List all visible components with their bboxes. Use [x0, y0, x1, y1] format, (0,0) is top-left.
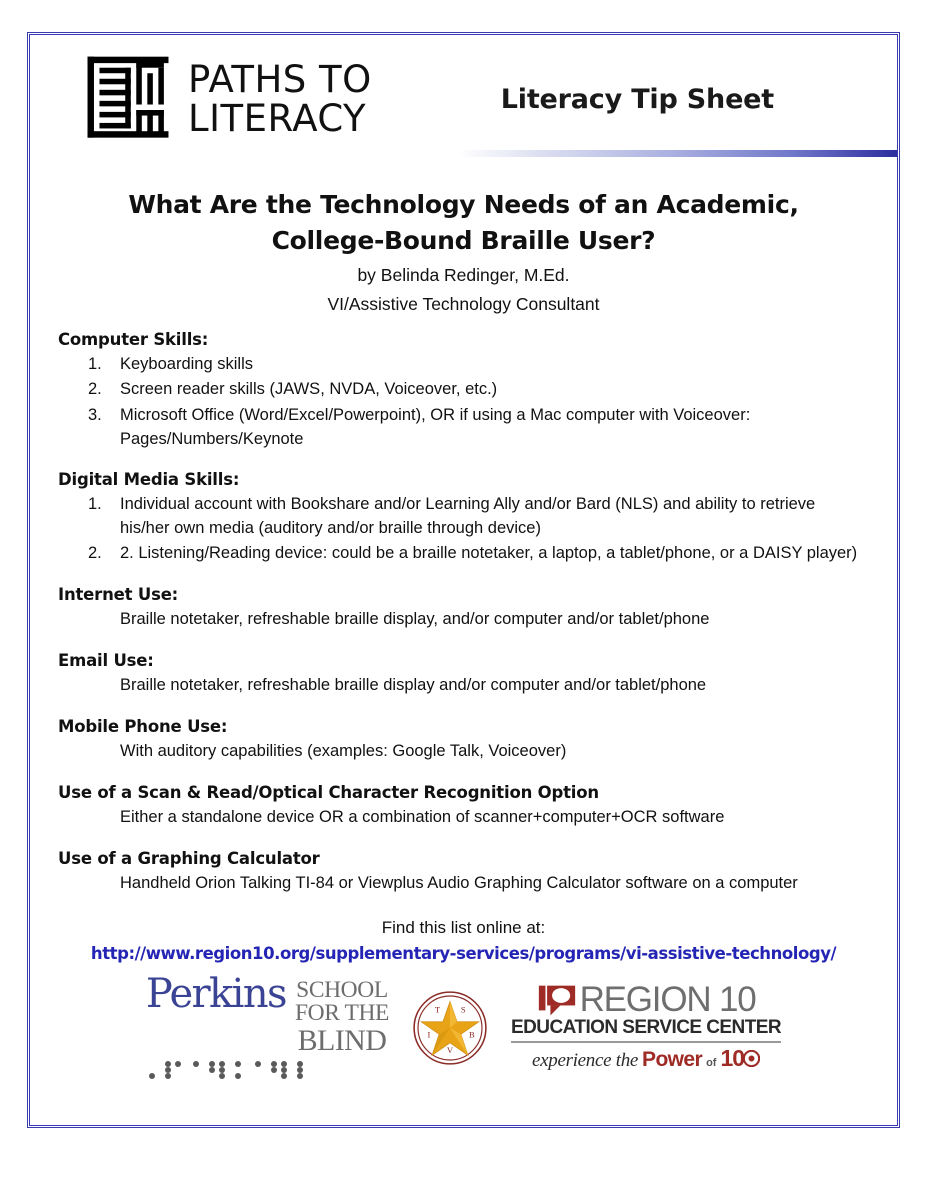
list-number: 2. — [88, 380, 102, 399]
seal-letter-i: I — [427, 1029, 431, 1040]
section-heading: Mobile Phone Use: — [58, 716, 228, 736]
tagline-ten-text — [720, 1045, 760, 1072]
page-header — [30, 35, 897, 163]
seal-letter-s: S — [460, 1004, 466, 1015]
logo-line-1: PATHS TO — [188, 57, 372, 101]
list-item — [58, 377, 869, 401]
list-number: 1. — [88, 355, 102, 374]
list-text: Screen reader skills (JAWS, NVDA, Voiceover, etc.) — [120, 380, 498, 399]
title-block — [30, 187, 897, 316]
maze-logo-icon — [82, 53, 174, 145]
section-heading: Computer Skills: — [58, 330, 209, 350]
region10-wordmark: REGION 10 — [579, 980, 756, 1020]
list-text: Keyboarding skills — [120, 355, 253, 374]
section-mobile-phone-use — [58, 716, 869, 764]
region10-speech-mark-icon — [537, 984, 577, 1017]
header-gradient-bar — [430, 150, 897, 157]
tagline-ten-number: 10 — [720, 1044, 745, 1071]
resource-url-link[interactable]: http://www.region10.org/supplementary-services/programs/vi-assistive-technology/ — [90, 943, 837, 963]
seal-letter-b: B — [468, 1029, 475, 1040]
region10-top-row — [537, 980, 756, 1020]
seal-letter-t: T — [434, 1004, 441, 1015]
section-paragraph: Handheld Orion Talking TI-84 or Viewplus Audio Graphing Calculator software on a computer — [120, 874, 798, 893]
list-text: Individual account with Bookshare and/or Learning Ally and/or Bard (NLS) and ability to retrieve his/her own media (auditory and/or braille through device) — [120, 494, 816, 538]
perkins-school-text: SCHOOL — [296, 976, 388, 1003]
page-title — [70, 187, 857, 258]
section-heading: Internet Use: — [58, 584, 179, 604]
section-list — [58, 492, 869, 566]
list-item — [58, 352, 869, 376]
list-text: Microsoft Office (Word/Excel/Powerpoint), OR if using a Mac computer with Voiceover: Pages/Numbers/Keynote — [120, 405, 751, 448]
section-graphing-calculator — [58, 848, 869, 896]
perkins-wordmark: Perkins — [145, 970, 286, 1017]
page-footer — [30, 918, 897, 1081]
section-heading: Use of a Scan & Read/Optical Character Recognition Option — [58, 782, 599, 802]
tagline-power-text: Power — [642, 1047, 703, 1071]
section-heading: Digital Media Skills: — [58, 470, 240, 490]
content-body — [30, 329, 897, 895]
section-list — [58, 352, 869, 451]
logo-line-2: LITERACY — [188, 97, 367, 140]
list-item — [58, 492, 869, 541]
list-item — [58, 403, 869, 452]
list-text: 2. Listening/Reading device: could be a braille notetaker, a laptop, a tablet/phone, or a DAISY player) — [120, 544, 858, 563]
section-paragraph: Braille notetaker, refreshable braille display and/or computer and/or tablet/phone — [120, 676, 707, 695]
perkins-school-logo — [145, 970, 389, 1081]
section-scan-and-read — [58, 782, 869, 830]
page-title-line-1: What Are the Technology Needs of an Academic, — [128, 190, 799, 219]
list-item — [58, 541, 869, 565]
section-email-use — [58, 650, 869, 698]
author-role: VI/Assistive Technology Consultant — [327, 294, 600, 315]
region10-divider — [511, 1041, 781, 1043]
region10-subtitle: EDUCATION SERVICE CENTER — [511, 1016, 782, 1038]
perkins-forthe-text: FOR THE — [294, 1000, 389, 1027]
tagline-experience-text: experience the — [532, 1049, 639, 1071]
section-paragraph: Braille notetaker, refreshable braille display, and/or computer and/or tablet/phone — [120, 610, 710, 629]
paths-to-literacy-logo — [44, 45, 372, 145]
section-digital-media-skills — [58, 469, 869, 566]
list-number: 1. — [88, 494, 102, 513]
perkins-top-row — [145, 970, 389, 1057]
section-internet-use — [58, 584, 869, 632]
section-heading: Email Use: — [58, 650, 154, 670]
region10-tagline — [532, 1045, 760, 1072]
partner-logos-row — [44, 970, 883, 1081]
perkins-blind-text: BLIND — [297, 1023, 387, 1057]
section-computer-skills — [58, 329, 869, 451]
target-circle-icon — [743, 1050, 760, 1067]
braille-dots-icon — [146, 1059, 316, 1081]
section-heading: Use of a Graphing Calculator — [58, 848, 320, 868]
page-title-line-2: College-Bound Braille User? — [271, 225, 656, 255]
tip-sheet-page — [27, 32, 900, 1128]
author-name: by Belinda Redinger, M.Ed. — [357, 265, 570, 285]
region10-esc-logo — [511, 980, 782, 1072]
section-paragraph: With auditory capabilities (examples: Google Talk, Voiceover) — [120, 742, 567, 761]
list-number: 3. — [88, 405, 102, 424]
tagline-of-text: of — [706, 1056, 717, 1069]
tip-sheet-label: Literacy Tip Sheet — [500, 83, 774, 115]
tip-sheet-title-area — [372, 45, 883, 153]
logo-wordmark — [188, 57, 372, 140]
tsbvi-seal-icon — [411, 989, 489, 1067]
section-paragraph: Either a standalone device OR a combination of scanner+computer+OCR software — [120, 808, 725, 827]
perkins-tagline — [295, 975, 389, 1056]
find-online-label: Find this list online at: — [381, 917, 546, 937]
seal-letter-v: V — [446, 1044, 454, 1055]
list-number: 2. — [88, 544, 102, 563]
